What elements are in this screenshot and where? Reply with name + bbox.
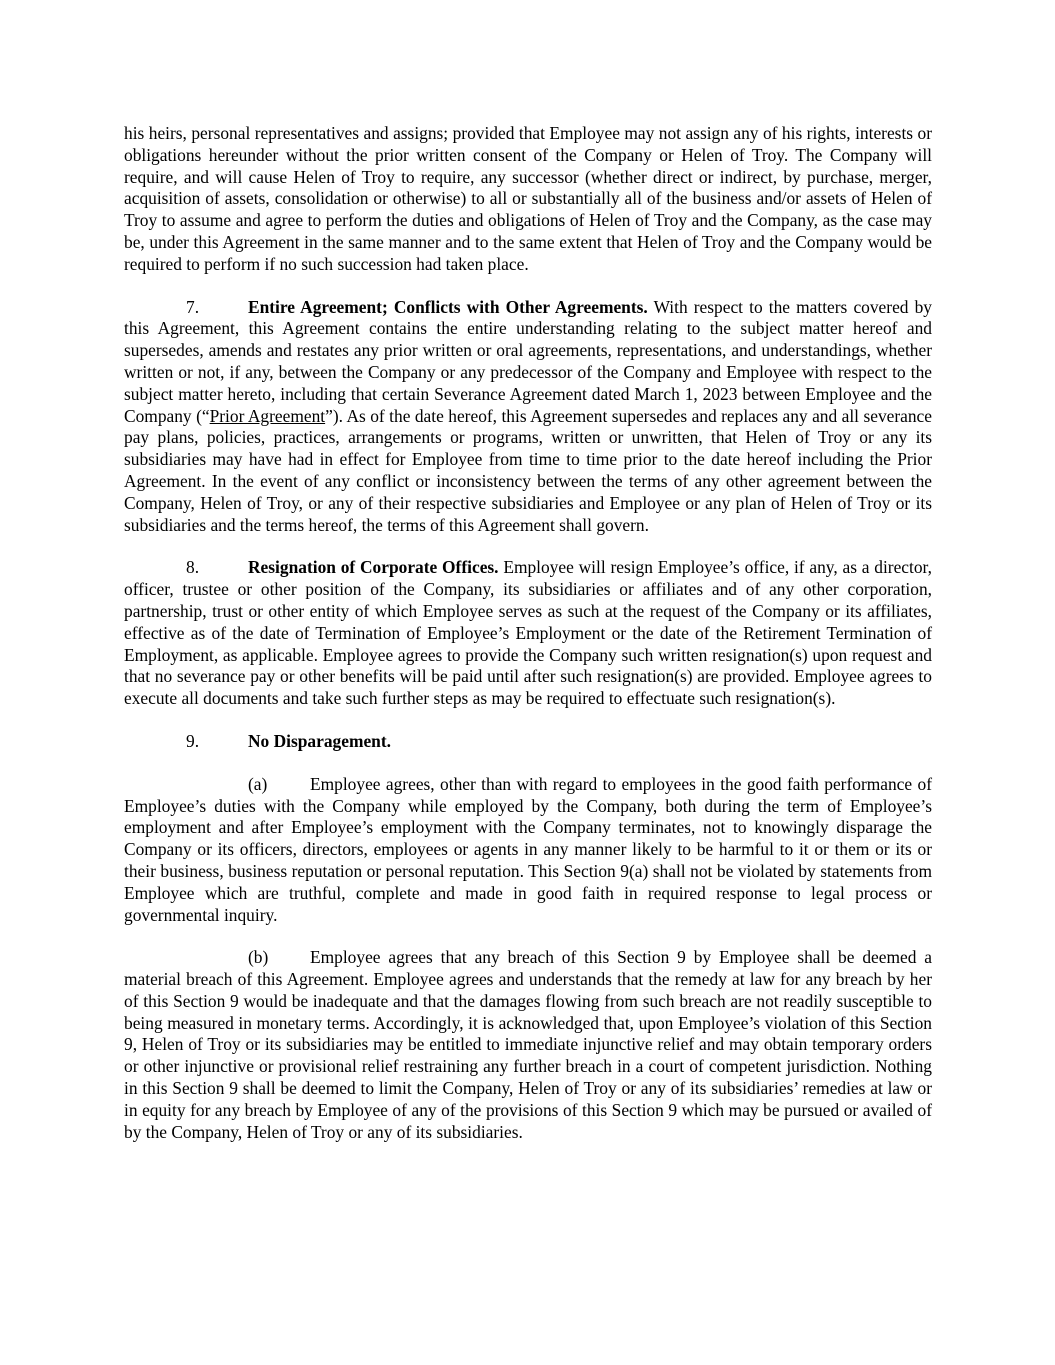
section-7: [124, 297, 932, 537]
section-9-number: 9.: [186, 730, 200, 751]
section-6-continuation: [124, 123, 932, 276]
section-8-number: 8.: [186, 557, 200, 578]
subsection-a-text: Employee agrees, other than with regard to employees in the good faith performance of Employee’s duties with the Company while employed by the Company, both during the term of Employee’s employment and after Employee’s employment with the Company terminates, not to knowingly disparage the Company or its officers, directors, employees or agents in any manner likely to be harmful to it or them or its or their business, business reputation or personal reputation. This Section 9(a) shall not be violated by statements from Employee which are truthful, complete and made in good faith in required response to legal process or governmental inquiry.: [124, 773, 932, 925]
continuation-text: his heirs, personal representatives and assigns; provided that Employee may not assign any of his rights, interests or obligations hereunder without the prior written consent of the Company or Helen of Troy. The Company will require, and will cause Helen of Troy to require, any successor (whether direct or indirect, by purchase, merger, acquisition of assets, consolidation or otherwise) to all or substantially all of the business and/or assets of Helen of Troy to assume and agree to perform the duties and obligations of Helen of Troy and the Company, as the case may be, under this Agreement in the same manner and to the same extent that Helen of Troy and the Company would be required to perform if no such succession had taken place.: [124, 123, 932, 274]
section-7-defined-term: Prior Agreement: [209, 405, 326, 426]
subsection-a-label: (a): [248, 773, 268, 794]
section-7-text-a: With respect to the matters covered by this Agreement, this Agreement contains the entire understanding relating to the subject matter hereof and supersedes, amends and restates any prior written or oral agreements, representations, and understandings, whether written or not, if any, between the Company or any predecessor of the Company and Employee with respect to the subject matter hereto, including that certain Severance Agreement dated March 1, 2023 between Employee and the Company (“: [124, 296, 932, 426]
section-9-heading: No Disparagement.: [248, 730, 391, 751]
section-8-text: Employee will resign Employee’s office, if any, as a director, officer, trustee or other position of the Company, its subsidiaries or affiliates and of any other corporation, partnership, trust or other entity of which Employee serves as such at the request of the Company or its affiliates, effective as of the date of Termination of Employee’s Employment or the date of the Retirement Termination of Employment, as applicable. Employee agrees to provide the Company such written resignation(s) upon request and that no severance pay or other benefits will be paid until after such resignation(s) are provided. Employee agrees to execute all documents and take such further steps as may be required to effectuate such resignation(s).: [124, 557, 932, 709]
subsection-b-text: Employee agrees that any breach of this Section 9 by Employee shall be deemed a material breach of this Agreement. Employee agrees and understands that the remedy at law for any breach by her of this Section 9 would be inadequate and that the damages flowing from such breach are not readily susceptible to being measured in monetary terms. Accordingly, it is acknowledged that, upon Employee’s violation of this Section 9, Helen of Troy or its subsidiaries may be entitled to immediate injunctive relief and may obtain temporary orders or other injunctive or provisional relief restraining any further breach in a court of competent jurisdiction. Nothing in this Section 9 shall be deemed to limit the Company, Helen of Troy or any of its subsidiaries’ remedies at law or in equity for any breach by Employee of any of the provisions of this Section 9 which may be pursued or availed of by the Company, Helen of Troy or any of its subsidiaries.: [124, 947, 932, 1142]
document-page: [124, 123, 932, 1164]
section-9-subsection-a: [124, 774, 932, 927]
subsection-b-label: (b): [248, 947, 269, 968]
section-7-text-b: ”). As of the date hereof, this Agreement supersedes and replaces any and all severance pay plans, policies, practices, arrangements or programs, written or unwritten, that Helen of Troy or any its subsidiaries may have had in effect for Employee from time to time prior to the date hereof including the Prior Agreement. In the event of any conflict or inconsistency between the terms of any other agreement between the Company, Helen of Troy, or any of their respective subsidiaries and Employee or any plan of Helen of Troy or its subsidiaries and the terms hereof, the terms of this Agreement shall govern.: [124, 405, 932, 535]
section-7-number: 7.: [186, 296, 200, 317]
section-9-subsection-b: [124, 947, 932, 1143]
section-9: [124, 731, 932, 753]
section-8-heading: Resignation of Corporate Offices.: [248, 557, 499, 578]
section-8: [124, 557, 932, 710]
section-7-heading: Entire Agreement; Conflicts with Other Agreements.: [248, 296, 648, 317]
